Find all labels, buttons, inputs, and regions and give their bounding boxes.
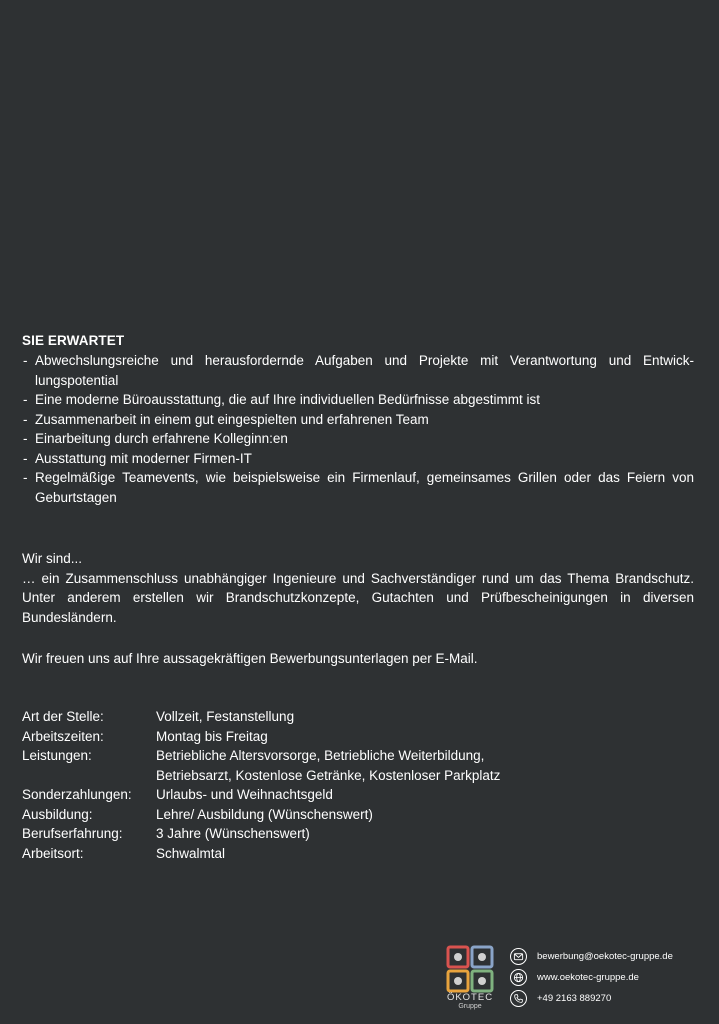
- detail-label: Sonderzahlungen:: [22, 787, 132, 802]
- detail-row: [22, 707, 702, 727]
- phone-link[interactable]: +49 2163 889270: [537, 993, 612, 1004]
- logo-sub: Gruppe: [458, 1003, 482, 1010]
- detail-value: Lehre/ Ausbildung (Wünschenswert): [156, 806, 373, 822]
- email-link[interactable]: bewerbung@oekotec-gruppe.de: [537, 951, 673, 962]
- contact-email[interactable]: [510, 946, 710, 967]
- list-item-text: Eine moderne Büroausstattung, die auf Ihre individuellen Bedürfnisse abgestimmt ist: [35, 392, 541, 407]
- list-item: - Zusammenarbeit in einem gut eingespielten und erfahrenen Team: [23, 411, 429, 427]
- list-item: - Regelmäßige Teamevents, wie beispielsweise ein Firmenlauf, gemeinsames Grillen oder das Feiern von Geburtstagen: [23, 470, 694, 505]
- list-item: - Eine moderne Büroausstattung, die auf Ihre individuellen Bedürfnisse abgestimmt ist: [23, 392, 541, 407]
- phone-icon: [510, 990, 527, 1007]
- contact-block: [510, 946, 710, 1009]
- detail-value: Urlaubs- und Weihnachtsgeld: [156, 787, 333, 802]
- detail-label: Arbeitszeiten:: [22, 728, 104, 744]
- expectations-title: SIE ERWARTET: [22, 333, 125, 348]
- detail-value: 3 Jahre (Wünschenswert): [156, 826, 310, 841]
- detail-value: Schwalmtal: [156, 845, 226, 861]
- detail-label: Leistungen:: [22, 748, 92, 763]
- closing-text: Wir freuen uns auf Ihre aussagekräftigen Bewerbungsunterlagen per E-Mail.: [22, 651, 478, 666]
- mail-icon: [510, 948, 527, 965]
- detail-row: [22, 805, 702, 825]
- detail-row: [22, 727, 702, 747]
- detail-value: Montag bis Freitag: [156, 728, 268, 744]
- logo-mark-icon: [444, 945, 496, 993]
- list-item-text: Regelmäßige Teamevents, wie beispielsweise ein Firmenlauf, gemeinsames Grillen oder das Feiern von Geburtstagen: [35, 470, 694, 505]
- list-item: - Ausstattung mit moderner Firmen-IT: [23, 450, 252, 466]
- intro-heading: Wir sind...: [22, 551, 83, 566]
- detail-row: [22, 824, 702, 844]
- list-item-text: Ausstattung mit moderner Firmen-IT: [35, 450, 252, 466]
- detail-value: Betriebliche Altersvorsorge, Betriebliche Weiterbildung,: [156, 748, 485, 763]
- detail-value: Vollzeit, Festanstellung: [156, 709, 295, 724]
- contact-phone[interactable]: [510, 988, 710, 1009]
- list-item-text: Einarbeitung durch erfahrene Kolleginn:en: [35, 431, 288, 446]
- detail-label: Ausbildung:: [22, 806, 93, 822]
- contact-web[interactable]: [510, 967, 710, 988]
- detail-row: [22, 785, 702, 805]
- list-item: - Einarbeitung durch erfahrene Kolleginn:en: [23, 431, 288, 446]
- globe-icon: [510, 969, 527, 986]
- detail-label: Arbeitsort:: [22, 845, 84, 861]
- intro-text: … ein Zusammenschluss unabhängiger Ingenieure und Sachverständiger rund um das Thema Brandschutz. Unter anderem erstellen wir Brandschutzkonzepte, Gutachten und Prüfbescheinigungen in diversen Bundesländern.: [22, 570, 694, 625]
- expectations-list: [22, 351, 694, 507]
- logo-name: ÖKOTEC: [446, 992, 494, 1003]
- oekotec-logo: [444, 945, 496, 1015]
- detail-row: [22, 844, 702, 864]
- detail-label: Berufserfahrung:: [22, 826, 123, 841]
- detail-label: Art der Stelle:: [22, 709, 104, 724]
- list-item: - Abwechslungsreiche und herausfordernde Aufgaben und Projekte mit Verantwortung und Entwicklungspotential: [23, 353, 694, 388]
- detail-row: [22, 746, 702, 785]
- website-link[interactable]: www.oekotec-gruppe.de: [537, 972, 639, 983]
- detail-value: Betriebsarzt, Kostenlose Getränke, Kostenloser Parkplatz: [156, 767, 501, 783]
- job-details: [22, 707, 702, 863]
- list-item-text: Zusammenarbeit in einem gut eingespielten und erfahrenen Team: [35, 411, 429, 427]
- company-intro: [22, 549, 694, 627]
- list-item-text: Abwechslungsreiche und herausfordernde Aufgaben und Projekte mit Verantwortung und Entwicklungspotential: [35, 353, 694, 388]
